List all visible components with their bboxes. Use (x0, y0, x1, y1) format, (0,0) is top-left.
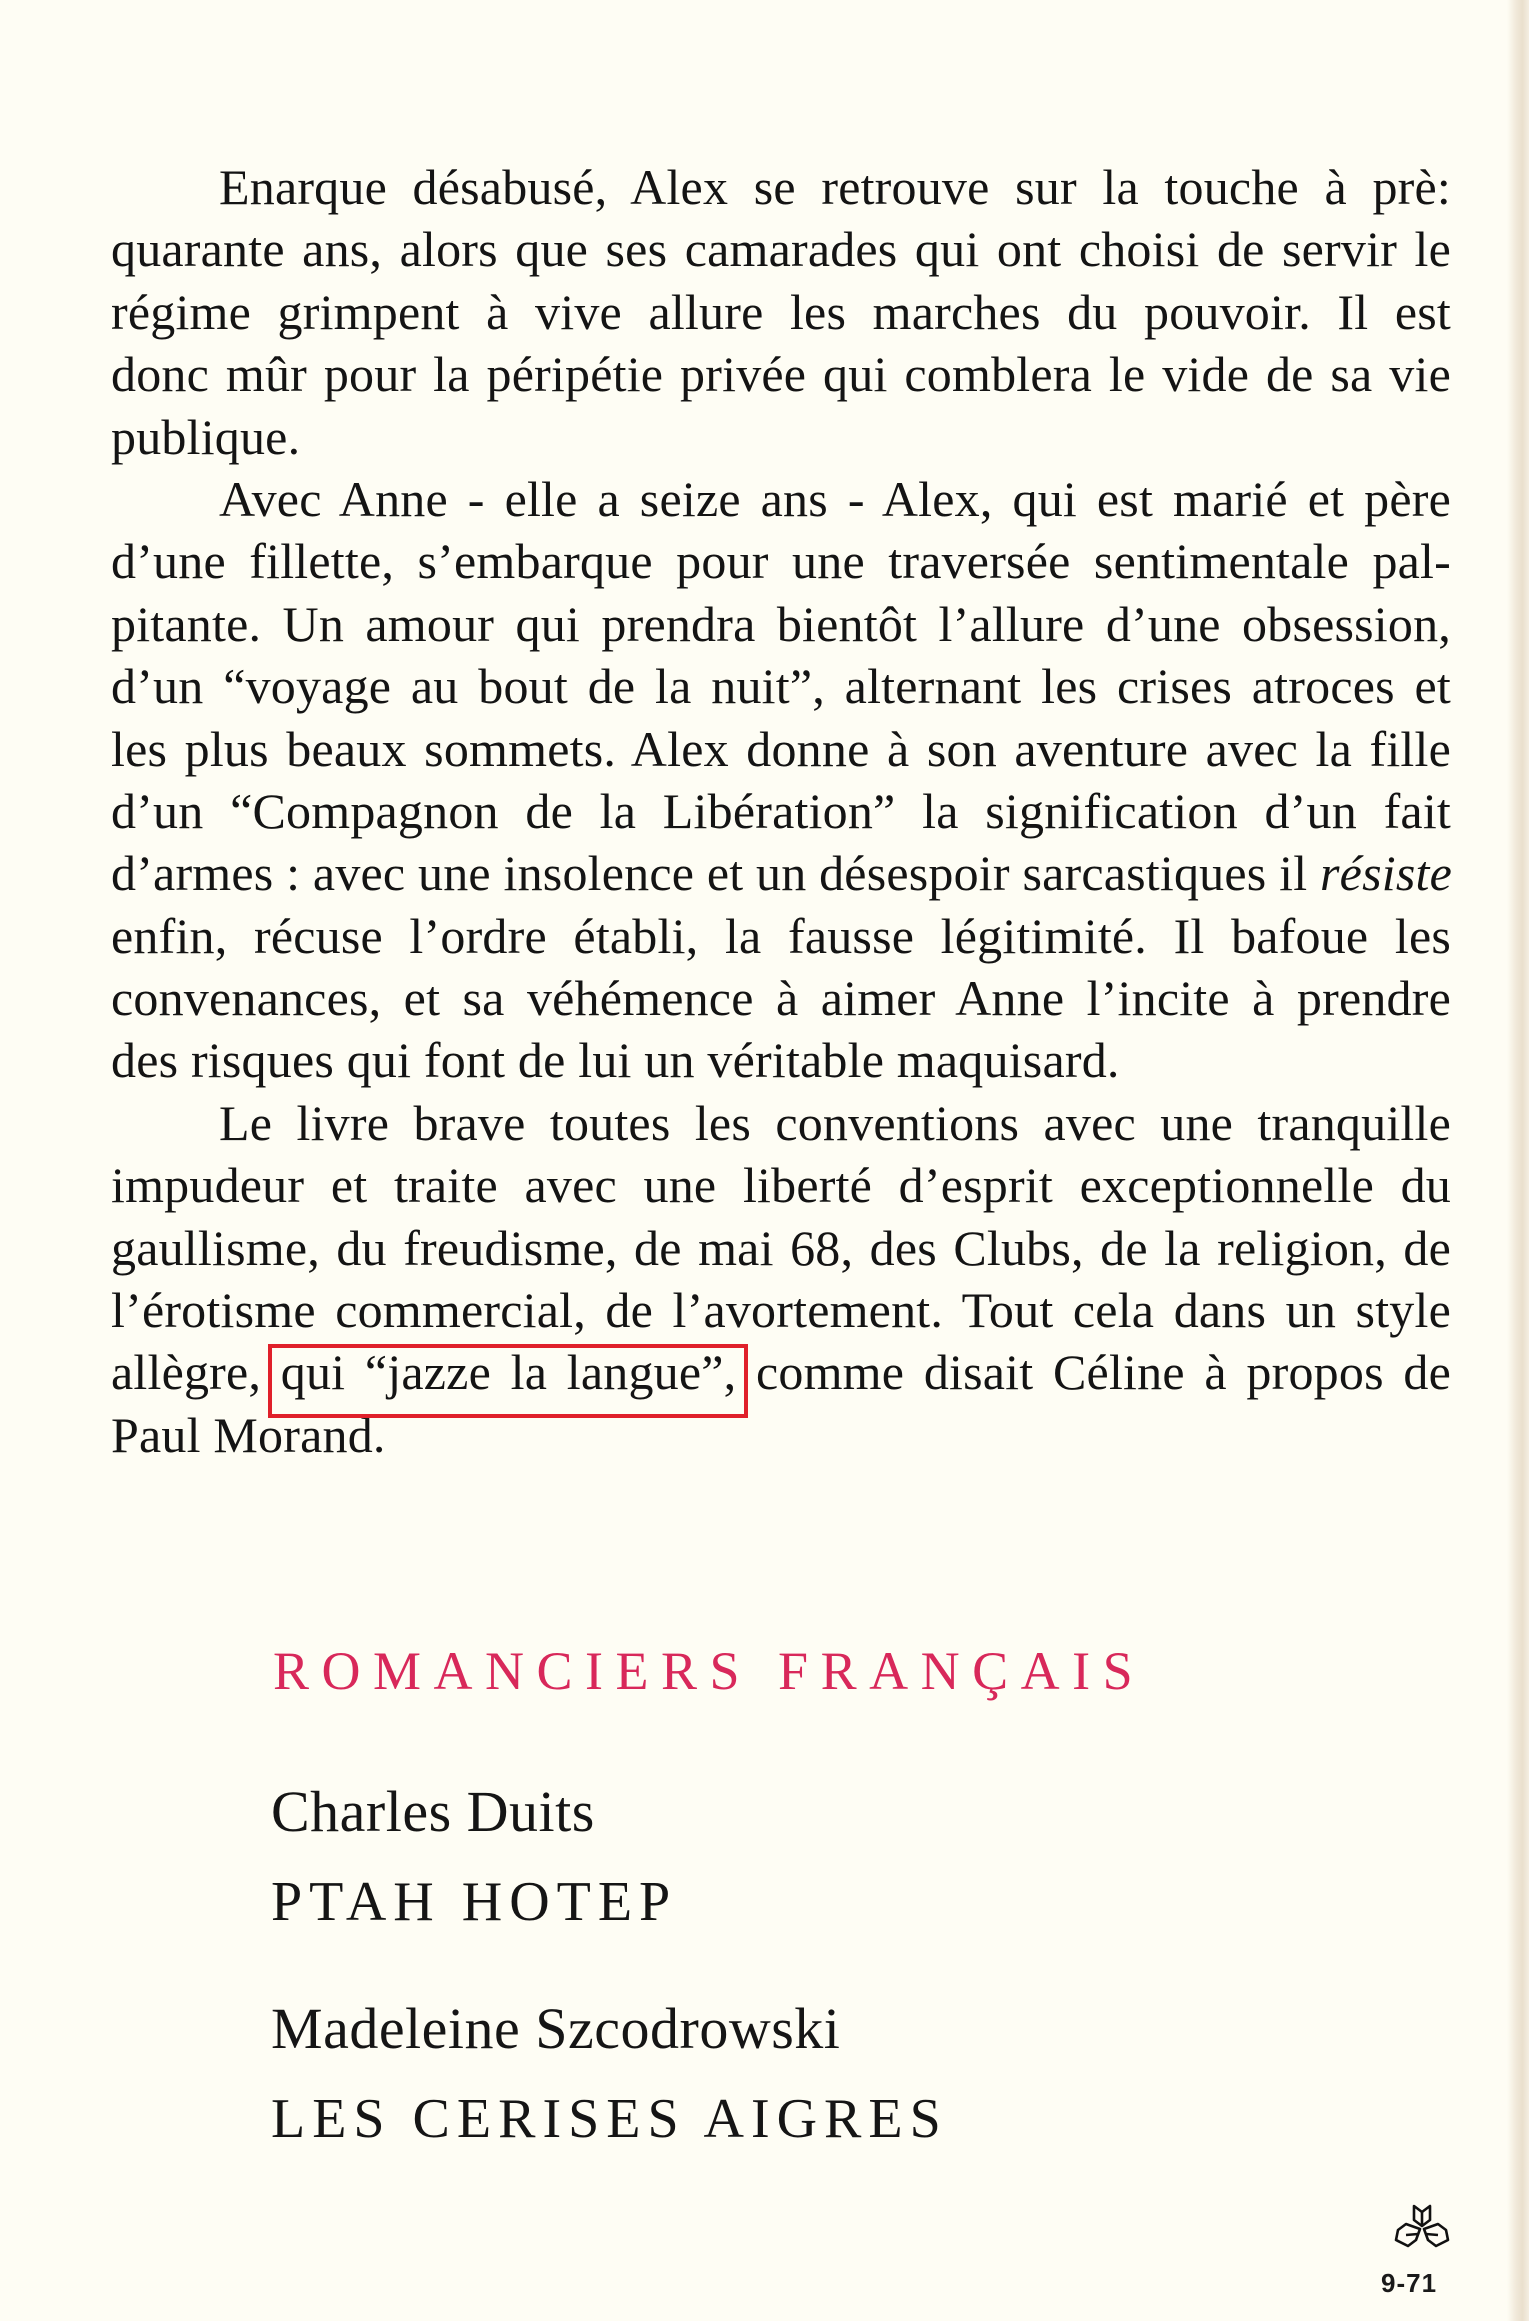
trefoil-books-icon (1394, 2202, 1450, 2252)
text-line: enfin, récuse l’ordre établi, la fausse légitimité. Il bafoue les (111, 907, 1451, 964)
text-segment: d’armes : avec une insolence et un désespoir sarcastiques il (111, 845, 1308, 902)
text-line: d’un “voyage au bout de la nuit”, alternant les crises atroces et (111, 658, 1451, 715)
text-line: l’érotisme commercial, de l’avortement. Tout cela dans un style (111, 1282, 1451, 1339)
text-line: régime grimpent à vive allure les marches du pouvoir. Il est (111, 283, 1451, 340)
text-line: des risques qui font de lui un véritable maquisard. (111, 1032, 1120, 1089)
text-line: allègre, qui “jazze la langue”, comme disait Céline à propos de (111, 1344, 1451, 1401)
book-author-1: Charles Duits (271, 1779, 595, 1844)
text-line: pitante. Un amour qui prendra bientôt l’allure d’une obsession, (111, 595, 1451, 652)
text-line: Avec Anne - elle a seize ans - Alex, qui est marié et père (219, 470, 1451, 527)
book-title-1: PTAH HOTEP (271, 1871, 678, 1933)
text-line: publique. (111, 408, 301, 465)
back-cover-blurb (111, 156, 1451, 1466)
text-line: impudeur et traite avec une liberté d’esprit exceptionnelle du (111, 1157, 1451, 1214)
text-line: Paul Morand. (111, 1406, 386, 1463)
text-line: Enarque désabusé, Alex se retrouve sur la touche à prè: (219, 159, 1451, 215)
catalog-code: 9-71 (1381, 2268, 1438, 2298)
italic-word: résiste (1320, 845, 1452, 902)
text-line-with-italic (111, 842, 1451, 904)
text-line: quarante ans, alors que ses camarades qui ont choisi de servir le (111, 221, 1451, 278)
highlight-box-jazze-la-langue (268, 1344, 748, 1418)
text-line: les plus beaux sommets. Alex donne à son aventure avec la fille (111, 720, 1451, 777)
page-edge-shadow (1507, 0, 1529, 2321)
text-line: donc mûr pour la péripétie privée qui comblera le vide de sa vie (111, 346, 1451, 403)
text-line: d’une fillette, s’embarque pour une traversée sentimentale pal- (111, 533, 1451, 590)
book-title-2: LES CERISES AIGRES (271, 2088, 948, 2150)
book-author-2: Madeleine Szcodrowski (271, 1996, 841, 2061)
text-line: gaullisme, du freudisme, de mai 68, des Clubs, de la religion, de (111, 1219, 1451, 1276)
text-line: Le livre brave toutes les conventions avec une tranquille (219, 1094, 1451, 1151)
text-line: d’un “Compagnon de la Libération” la signification d’un fait (111, 782, 1451, 839)
text-line: convenances, et sa véhémence à aimer Anne l’incite à prendre (111, 970, 1451, 1027)
series-heading: ROMANCIERS FRANÇAIS (273, 1641, 1146, 1701)
